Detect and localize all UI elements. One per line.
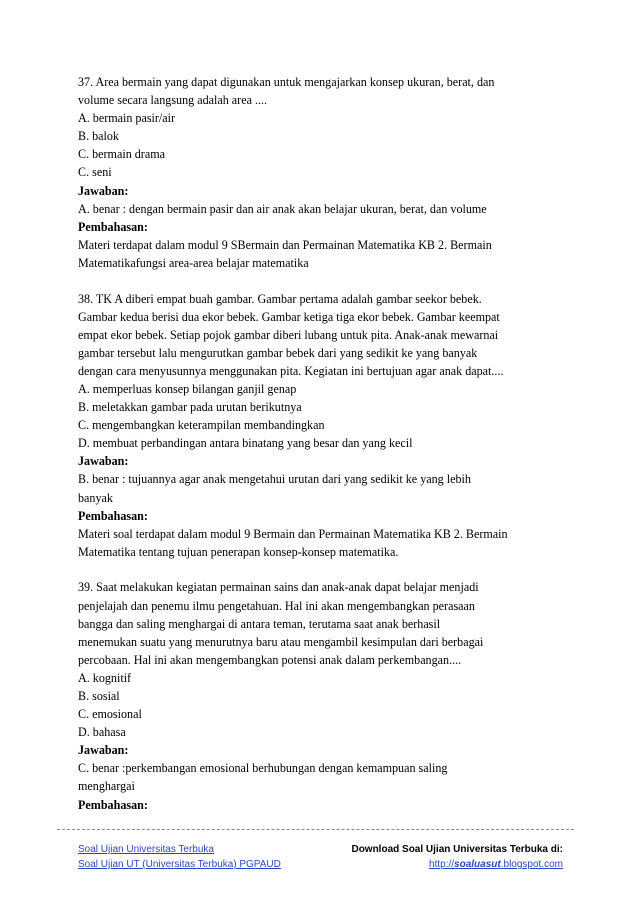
footer-blog-link[interactable]: [429, 858, 563, 871]
question-text-line: 37. Area bermain yang dapat digunakan untuk mengajarkan konsep ukuran, berat, dan: [78, 75, 495, 89]
option-d: D. membuat perbandingan antara binatang yang besar dan yang kecil: [78, 436, 413, 451]
blog-link-name: soaluasut: [454, 859, 501, 870]
question-38: [78, 290, 568, 561]
answer-heading: Jawaban:: [78, 743, 129, 758]
footer-divider: [57, 829, 574, 830]
question-text-line: dengan cara menyusunnya menggunakan pita. Kegiatan ini bertujuan agar anak dapat....: [78, 363, 504, 378]
option-c: C. emosional: [78, 707, 142, 722]
discussion-text: Matematikafungsi area-area belajar matematika: [78, 255, 309, 270]
answer-text: banyak: [78, 490, 113, 505]
option-b: B. sosial: [78, 689, 120, 703]
question-text-line: penjelajah dan penemu ilmu pengetahuan. Hal ini akan mengembangkan perasaan: [78, 598, 475, 613]
spacer: [78, 561, 568, 579]
spacer: [78, 272, 568, 290]
discussion-text: Matematika tentang tujuan penerapan konsep-konsep matematika.: [78, 544, 399, 559]
question-text-line: empat ekor bebek. Setiap pojok gambar diberi lubang untuk pita. Anak-anak mewarnai: [78, 327, 499, 342]
question-text-line: Gambar kedua berisi dua ekor bebek. Gambar ketiga tiga ekor bebek. Gambar keempat: [78, 309, 500, 324]
option-a: A. kognitif: [78, 670, 132, 685]
answer-text: C. benar :perkembangan emosional berhubungan dengan kemampuan saling: [78, 761, 448, 776]
question-text-line: bangga dan saling menghargai di antara teman, terutama saat anak berhasil: [78, 616, 441, 631]
blog-link-suffix: .blogspot.com: [500, 859, 563, 870]
option-b: B. balok: [78, 129, 119, 144]
footer-download-label: Download Soal Ujian Universitas Terbuka di:: [351, 844, 563, 855]
question-text-line: 38. TK A diberi empat buah gambar. Gambar pertama adalah gambar seekor bebek.: [78, 291, 482, 306]
question-text-line: menemukan suatu yang menurutnya baru atau mengambil kesimpulan dari berbagai: [78, 634, 484, 649]
option-c-second: C. seni: [78, 165, 112, 180]
option-c: C. bermain drama: [78, 147, 165, 162]
answer-heading: Jawaban:: [78, 454, 129, 469]
option-b: B. meletakkan gambar pada urutan berikutnya: [78, 400, 302, 415]
answer-text: B. benar : tujuannya agar anak mengetahui urutan dari yang sedikit ke yang lebih: [78, 472, 471, 487]
blog-link-prefix: http://: [429, 859, 455, 870]
option-a: A. bermain pasir/air: [78, 111, 176, 126]
option-a: A. memperluas konsep bilangan ganjil genap: [78, 382, 297, 396]
discussion-heading: Pembahasan:: [78, 508, 148, 523]
option-d: D. bahasa: [78, 725, 126, 740]
discussion-text: Materi soal terdapat dalam modul 9 Bermain dan Permainan Matematika KB 2. Bermain: [78, 526, 508, 541]
discussion-heading: Pembahasan:: [78, 219, 148, 234]
document-body: [78, 73, 568, 814]
question-37: [78, 73, 568, 272]
answer-text: A. benar : dengan bermain pasir dan air anak akan belajar ukuran, berat, dan volume: [78, 201, 487, 216]
option-c: C. mengembangkan keterampilan membandingkan: [78, 418, 325, 433]
question-39: [78, 578, 568, 813]
discussion-text: Materi terdapat dalam modul 9 SBermain dan Permainan Matematika KB 2. Bermain: [78, 237, 492, 252]
question-text-line: gambar tersebut lalu mengurutkan gambar bebek dari yang sedikit ke yang banyak: [78, 345, 478, 360]
discussion-heading: Pembahasan:: [78, 797, 148, 812]
question-text-line: percobaan. Hal ini akan mengembangkan potensi anak dalam perkembangan....: [78, 652, 462, 667]
footer-link-soal-ujian-pgpaud[interactable]: Soal Ujian UT (Universitas Terbuka) PGPAUD: [78, 859, 281, 870]
question-text-line: volume secara langsung adalah area ....: [78, 93, 268, 108]
answer-text: menghargai: [78, 779, 135, 794]
footer-link-soal-ujian-ut[interactable]: Soal Ujian Universitas Terbuka: [78, 844, 214, 855]
answer-heading: Jawaban:: [78, 183, 129, 198]
question-text-line: 39. Saat melakukan kegiatan permainan sains dan anak-anak dapat belajar menjadi: [78, 580, 479, 595]
